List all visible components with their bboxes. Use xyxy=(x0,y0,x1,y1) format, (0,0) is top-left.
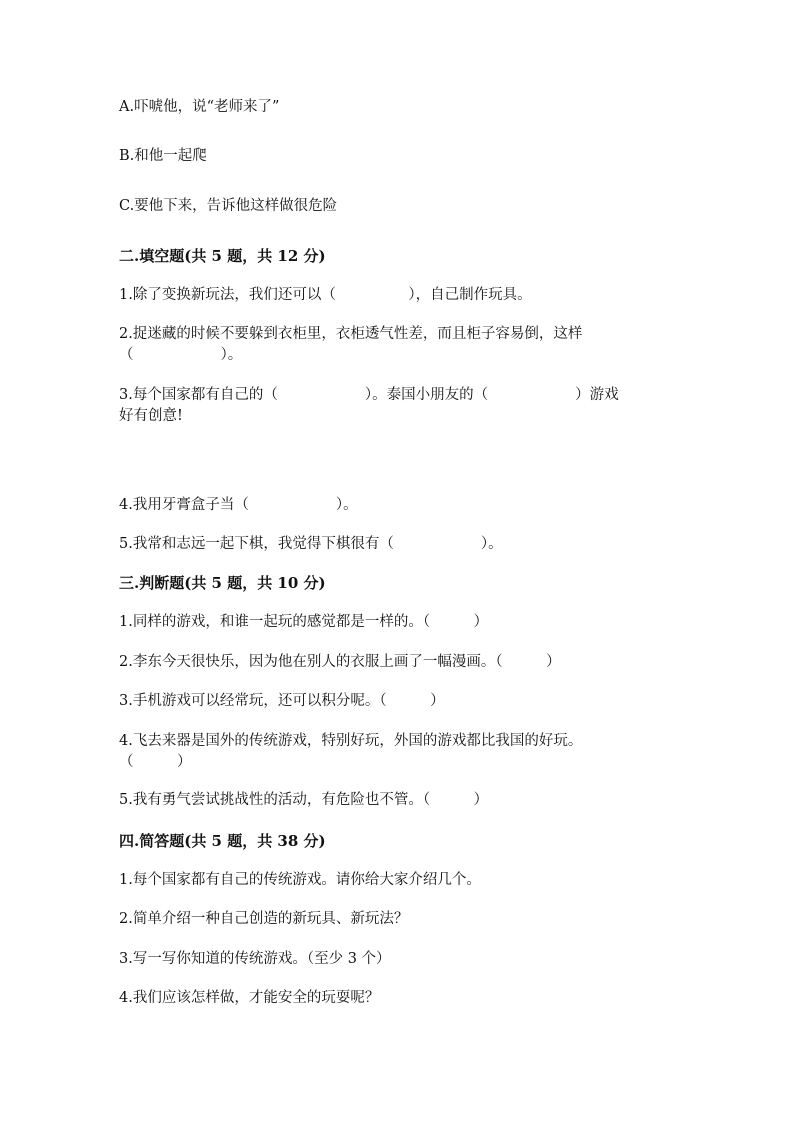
judge-q2: 2.李东今天很快乐，因为他在别人的衣服上画了一幅漫画。（ ） xyxy=(119,654,561,670)
fill-q3-line2: 好有创意! xyxy=(119,408,183,424)
option-c: C.要他下来，告诉他这样做很危险 xyxy=(119,198,338,214)
short-q4: 4.我们应该怎样做，才能安全的玩耍呢？ xyxy=(119,990,380,1006)
fill-q5: 5.我常和志远一起下棋，我觉得下棋很有（ ）。 xyxy=(119,536,503,552)
judge-q1: 1.同样的游戏，和谁一起玩的感觉都是一样的。（ ） xyxy=(119,614,489,630)
fill-q1: 1.除了变换新玩法，我们还可以（ ），自己制作玩具。 xyxy=(119,287,532,303)
fill-q2-line2: （ ）。 xyxy=(119,347,243,363)
short-q2: 2.简单介绍一种自己创造的新玩具、新玩法？ xyxy=(119,911,409,927)
fill-q2-line1: 2.捉迷藏的时候不要躲到衣柜里，衣柜透气性差，而且柜子容易倒，这样 xyxy=(119,326,583,342)
short-q3: 3.写一写你知道的传统游戏。（至少 3 个） xyxy=(119,951,391,967)
section2-title: 二.填空题(共 5 题，共 12 分) xyxy=(119,247,326,265)
section3-title: 三.判断题(共 5 题，共 10 分) xyxy=(119,574,326,592)
short-q1: 1.每个国家都有自己的传统游戏。请你给大家介绍几个。 xyxy=(119,872,481,888)
fill-q3-line1: 3.每个国家都有自己的（ ）。泰国小朋友的（ ）游戏 xyxy=(119,387,619,403)
judge-q4-line2: （ ） xyxy=(119,754,192,770)
judge-q5: 5.我有勇气尝试挑战性的活动，有危险也不管。（ ） xyxy=(119,792,489,808)
fill-q4: 4.我用牙膏盒子当（ ）。 xyxy=(119,497,358,513)
option-b: B.和他一起爬 xyxy=(119,148,207,164)
section4-title: 四.简答题(共 5 题，共 38 分) xyxy=(119,832,326,850)
judge-q3: 3.手机游戏可以经常玩，还可以积分呢。（ ） xyxy=(119,693,445,709)
judge-q4-line1: 4.飞去来器是国外的传统游戏，特别好玩，外国的游戏都比我国的好玩。 xyxy=(119,733,583,749)
option-a: A.吓唬他，说“老师来了” xyxy=(119,99,280,115)
